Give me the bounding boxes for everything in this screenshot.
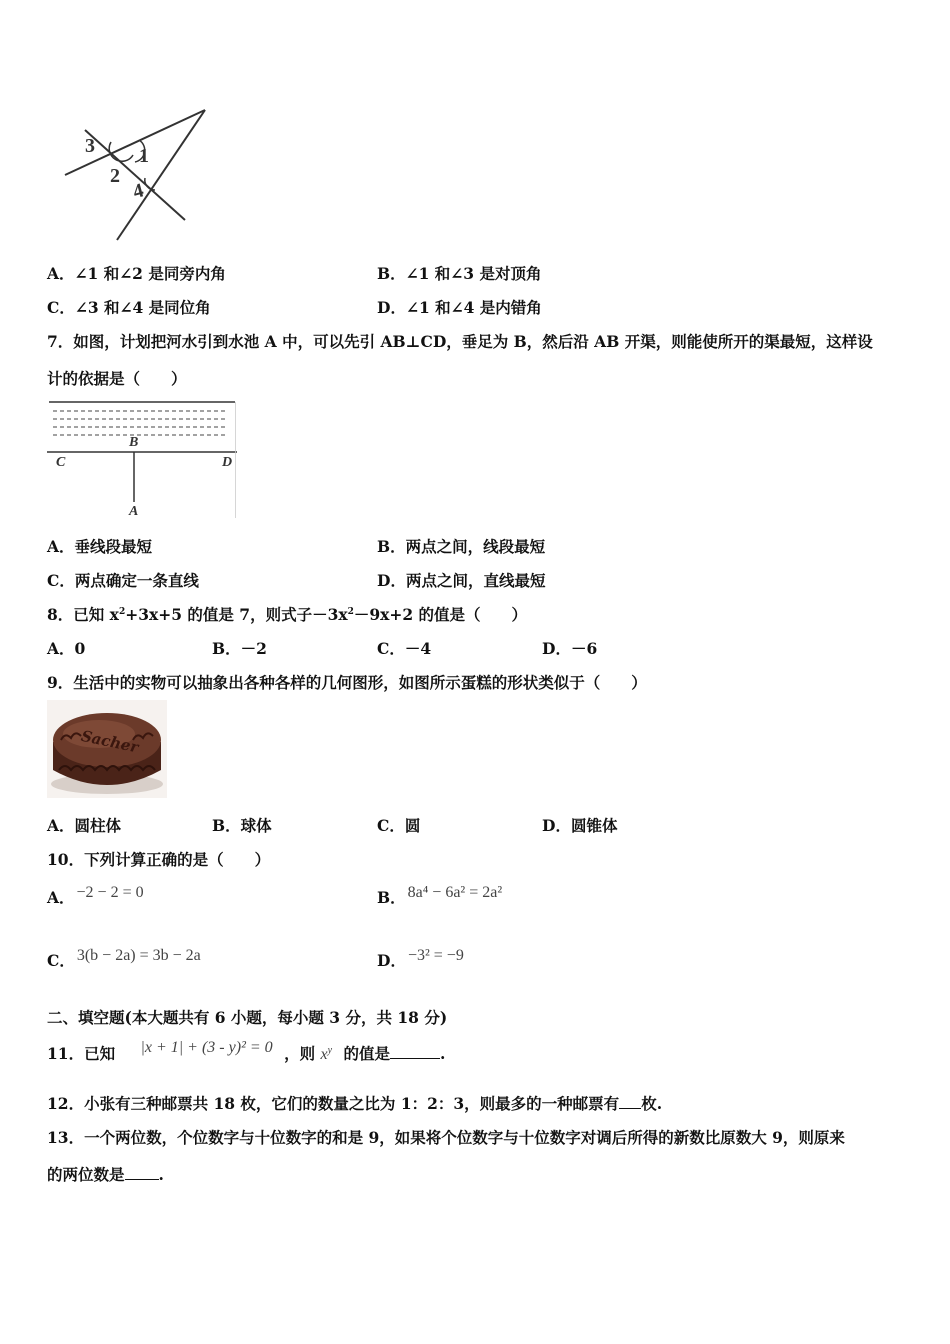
q7-option-c: C．两点确定一条直线 (47, 571, 199, 590)
q10-stem: 10．下列计算正确的是（ ） (47, 850, 271, 869)
river-figure (45, 398, 240, 520)
q6-option-b: B．∠1 和∠3 是对顶角 (377, 264, 542, 283)
q9-option-b: B．球体 (212, 816, 272, 835)
label-d: D (222, 455, 233, 470)
q9-option-c: C．圆 (377, 816, 421, 835)
q7-stem-line2: 计的依据是（ ） (47, 369, 187, 388)
q9-option-d: D．圆锥体 (542, 816, 618, 835)
q10-option-b: B． 8a⁴ − 6a² = 2a² (377, 884, 503, 907)
q12: 12．小张有三种邮票共 18 枚，它们的数量之比为 1：2：3，则最多的一种邮票有 枚. (47, 1094, 663, 1113)
q13-line1: 13．一个两位数，个位数字与十位数字的和是 9，如果将个位数字与十位数字对调后所得的新数比原数大 9，则原来 (47, 1128, 845, 1147)
q11-power-base: x (320, 1046, 328, 1063)
q11-formula: |x + 1| + (3 - y)² = 0 (140, 1039, 273, 1056)
angle-label-2: 2 (110, 165, 120, 187)
q13-answer-blank[interactable] (125, 1165, 159, 1180)
label-a: A (129, 504, 139, 519)
q9-option-a: A．圆柱体 (47, 816, 122, 835)
q7-option-d: D．两点之间，直线最短 (377, 571, 546, 590)
angle-label-4: 4 (130, 179, 146, 204)
label-b: B (129, 435, 139, 450)
q6-option-d: D．∠1 和∠4 是内错角 (377, 298, 542, 317)
q8-option-b: B．－2 (212, 639, 267, 658)
label-c: C (56, 455, 66, 470)
section2-heading: 二、填空题(本大题共有 6 小题，每小题 3 分，共 18 分) (47, 1008, 448, 1027)
q8-option-a: A．0 (47, 639, 86, 658)
q6-option-a: A．∠1 和∠2 是同旁内角 (47, 264, 226, 283)
angle-label-1: 1 (139, 145, 149, 167)
q10-option-d: D． −3² = −9 (377, 947, 464, 970)
q13-line2: 的两位数是 . (47, 1165, 164, 1184)
q7-option-a: A．垂线段最短 (47, 537, 153, 556)
q11-power-exp: y (327, 1044, 333, 1056)
angle-arc (145, 178, 155, 190)
q8-option-d: D．－6 (542, 639, 598, 658)
angles-figure (55, 100, 215, 248)
q9-stem: 9．生活中的实物可以抽象出各种各样的几何图形，如图所示蛋糕的形状类似于（ ） (47, 673, 647, 692)
q10-option-c: C． 3(b − 2a) = 3b − 2a (47, 947, 201, 970)
q7-stem-line1: 7．如图，计划把河水引到水池 A 中，可以先引 AB⊥CD，垂足为 B，然后沿 AB 开渠，则能使所开的渠最短，这样设 (47, 332, 873, 351)
q12-answer-blank[interactable] (619, 1094, 641, 1109)
q11-answer-blank[interactable] (390, 1044, 440, 1059)
q7-option-b: B．两点之间，线段最短 (377, 537, 546, 556)
figure-frame-edge (235, 402, 236, 518)
cake-image (47, 700, 167, 798)
q8-option-c: C．－4 (377, 639, 432, 658)
q8-stem: 8．已知 $x^2+3x+5$ 的值是 7，则式子$-3x^2-9x+2$ 的值是（ ） (47, 605, 528, 624)
cake-writing: Sacher (79, 726, 141, 757)
q11: 11．已知 |x + 1| + (3 - y)² = 0 ，则 $x^y$ 的值是 . (47, 1039, 446, 1063)
q6-option-c: C．∠3 和∠4 是同位角 (47, 298, 211, 317)
q10-option-a: A． −2 − 2 = 0 (47, 884, 144, 907)
angle-label-3: 3 (85, 135, 95, 157)
